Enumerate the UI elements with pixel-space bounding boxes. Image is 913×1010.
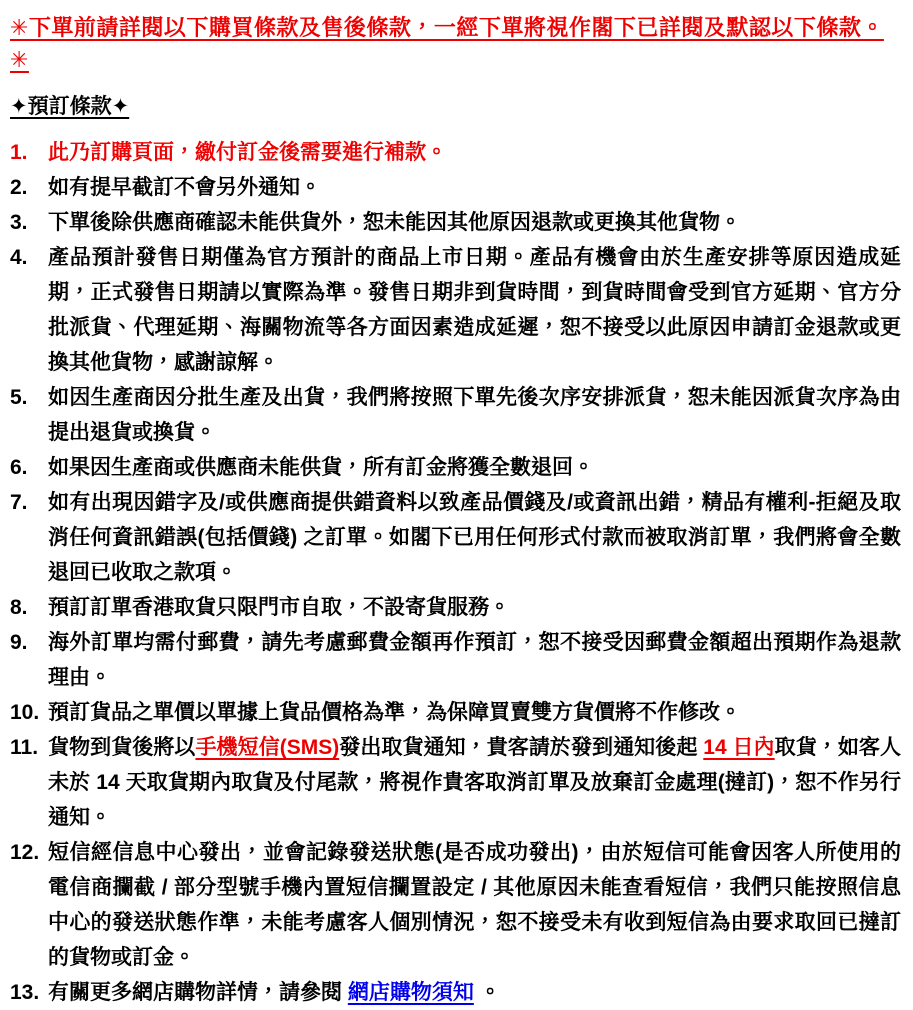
text-segment: 取貨，如客人未於 14 天取貨期內取貨及付尾款，將視作貴客取消訂單及放棄訂金處理(撻訂)，恕不作另行通知。 xyxy=(48,736,901,829)
term-number: 11. xyxy=(10,736,39,759)
term-text xyxy=(48,730,901,835)
text-segment: 短信經信息中心發出，並會記錄發送狀態(是否成功發出)，由於短信可能會因客人所使用的電信商攔截 / 部分型號手機內置短信攔置設定 / 其他原因未能查看短信，我們只能按照信息中心的發送狀態作準，未能考慮客人個別情況，恕不接受未有收到短信為由要求取回已撻訂的貨物或訂金。 xyxy=(48,841,901,969)
text-segment: 如因生產商因分批生產及出貨，我們將按照下單先後次序安排派貨，恕未能因派貨次序為由提出退貨或換貨。 xyxy=(48,386,901,444)
term-number: 8. xyxy=(10,596,28,619)
term-number: 2. xyxy=(10,176,28,199)
text-segment: 發出取貨通知，貴客請於發到通知後起 xyxy=(339,736,704,759)
text-segment: 貨物到貨後將以 xyxy=(48,736,196,759)
term-item-4 xyxy=(10,240,901,380)
term-item-7 xyxy=(10,485,901,590)
term-item-10 xyxy=(10,695,901,730)
term-number: 5. xyxy=(10,386,28,409)
term-number: 12. xyxy=(10,841,40,864)
text-segment: 預訂訂單香港取貨只限門市自取，不設寄貨服務。 xyxy=(48,596,510,619)
text-segment: 如果因生產商或供應商未能供貨，所有訂金將獲全數退回。 xyxy=(48,456,594,479)
term-item-13 xyxy=(10,975,901,1010)
term-item-11 xyxy=(10,730,901,835)
text-segment: 如有提早截訂不會另外通知。 xyxy=(48,176,321,199)
pre-order-notice-banner: ✳下單前請詳閱以下購買條款及售後條款，一經下單將視作閣下已詳閱及默認以下條款。 ✳ xyxy=(10,15,884,72)
term-text xyxy=(48,590,901,625)
term-number: 10. xyxy=(10,701,40,724)
store-shopping-guide-link[interactable]: 網店購物須知 xyxy=(347,981,474,1004)
pickup-deadline-highlight: 14 日內 xyxy=(703,736,775,759)
term-text xyxy=(48,975,901,1010)
text-segment: 產品預計發售日期僅為官方預計的商品上市日期。產品有機會由於生產安排等原因造成延期，正式發售日期請以實際為準。發售日期非到貨時間，到貨時間會受到官方延期、官方分批派貨、代理延期、海關物流等各方面因素造成延遲，恕不接受以此原因申請訂金退款或更換其他貨物，感謝諒解。 xyxy=(48,246,901,374)
term-number: 13. xyxy=(10,981,40,1004)
text-segment: 下單後除供應商確認未能供貨外，恕未能因其他原因退款或更換其他貨物。 xyxy=(48,211,741,234)
term-number: 3. xyxy=(10,211,28,234)
text-segment: 此乃訂購頁面，繳付訂金後需要進行補款。 xyxy=(48,141,447,164)
term-text xyxy=(48,485,901,590)
text-segment: 。 xyxy=(473,981,501,1004)
terms-list xyxy=(10,135,901,1010)
term-item-2 xyxy=(10,170,901,205)
term-number: 7. xyxy=(10,491,28,514)
text-segment: 有關更多網店購物詳情，請參閱 xyxy=(48,981,348,1004)
term-number: 6. xyxy=(10,456,28,479)
term-text xyxy=(48,835,901,975)
term-text xyxy=(48,450,901,485)
term-text xyxy=(48,625,901,695)
term-text xyxy=(48,380,901,450)
section-title-preorder-terms: ✦預訂條款✦ xyxy=(10,95,130,118)
term-text xyxy=(48,240,901,380)
term-text xyxy=(48,135,901,170)
term-number: 4. xyxy=(10,246,28,269)
term-item-5 xyxy=(10,380,901,450)
text-segment: 海外訂單均需付郵費，請先考慮郵費金額再作預訂，恕不接受因郵費金額超出預期作為退款理由。 xyxy=(48,631,901,689)
term-item-12 xyxy=(10,835,901,975)
text-segment: 預訂貨品之單價以單據上貨品價格為準，為保障買賣雙方貨價將不作修改。 xyxy=(48,701,741,724)
term-item-3 xyxy=(10,205,901,240)
term-number: 9. xyxy=(10,631,28,654)
term-text xyxy=(48,170,901,205)
term-item-9 xyxy=(10,625,901,695)
term-text xyxy=(48,695,901,730)
term-item-8 xyxy=(10,590,901,625)
term-text xyxy=(48,205,901,240)
term-item-6 xyxy=(10,450,901,485)
term-number: 1. xyxy=(10,141,28,164)
term-item-1 xyxy=(10,135,901,170)
sms-notice-highlight: 手機短信(SMS) xyxy=(195,736,340,759)
text-segment: 如有出現因錯字及/或供應商提供錯資料以致產品價錢及/或資訊出錯，精品有權利-拒絕及取消任何資訊錯誤(包括價錢) 之訂單。如閣下已用任何形式付款而被取消訂單，我們將會全數退回已收取之款項。 xyxy=(48,491,901,584)
